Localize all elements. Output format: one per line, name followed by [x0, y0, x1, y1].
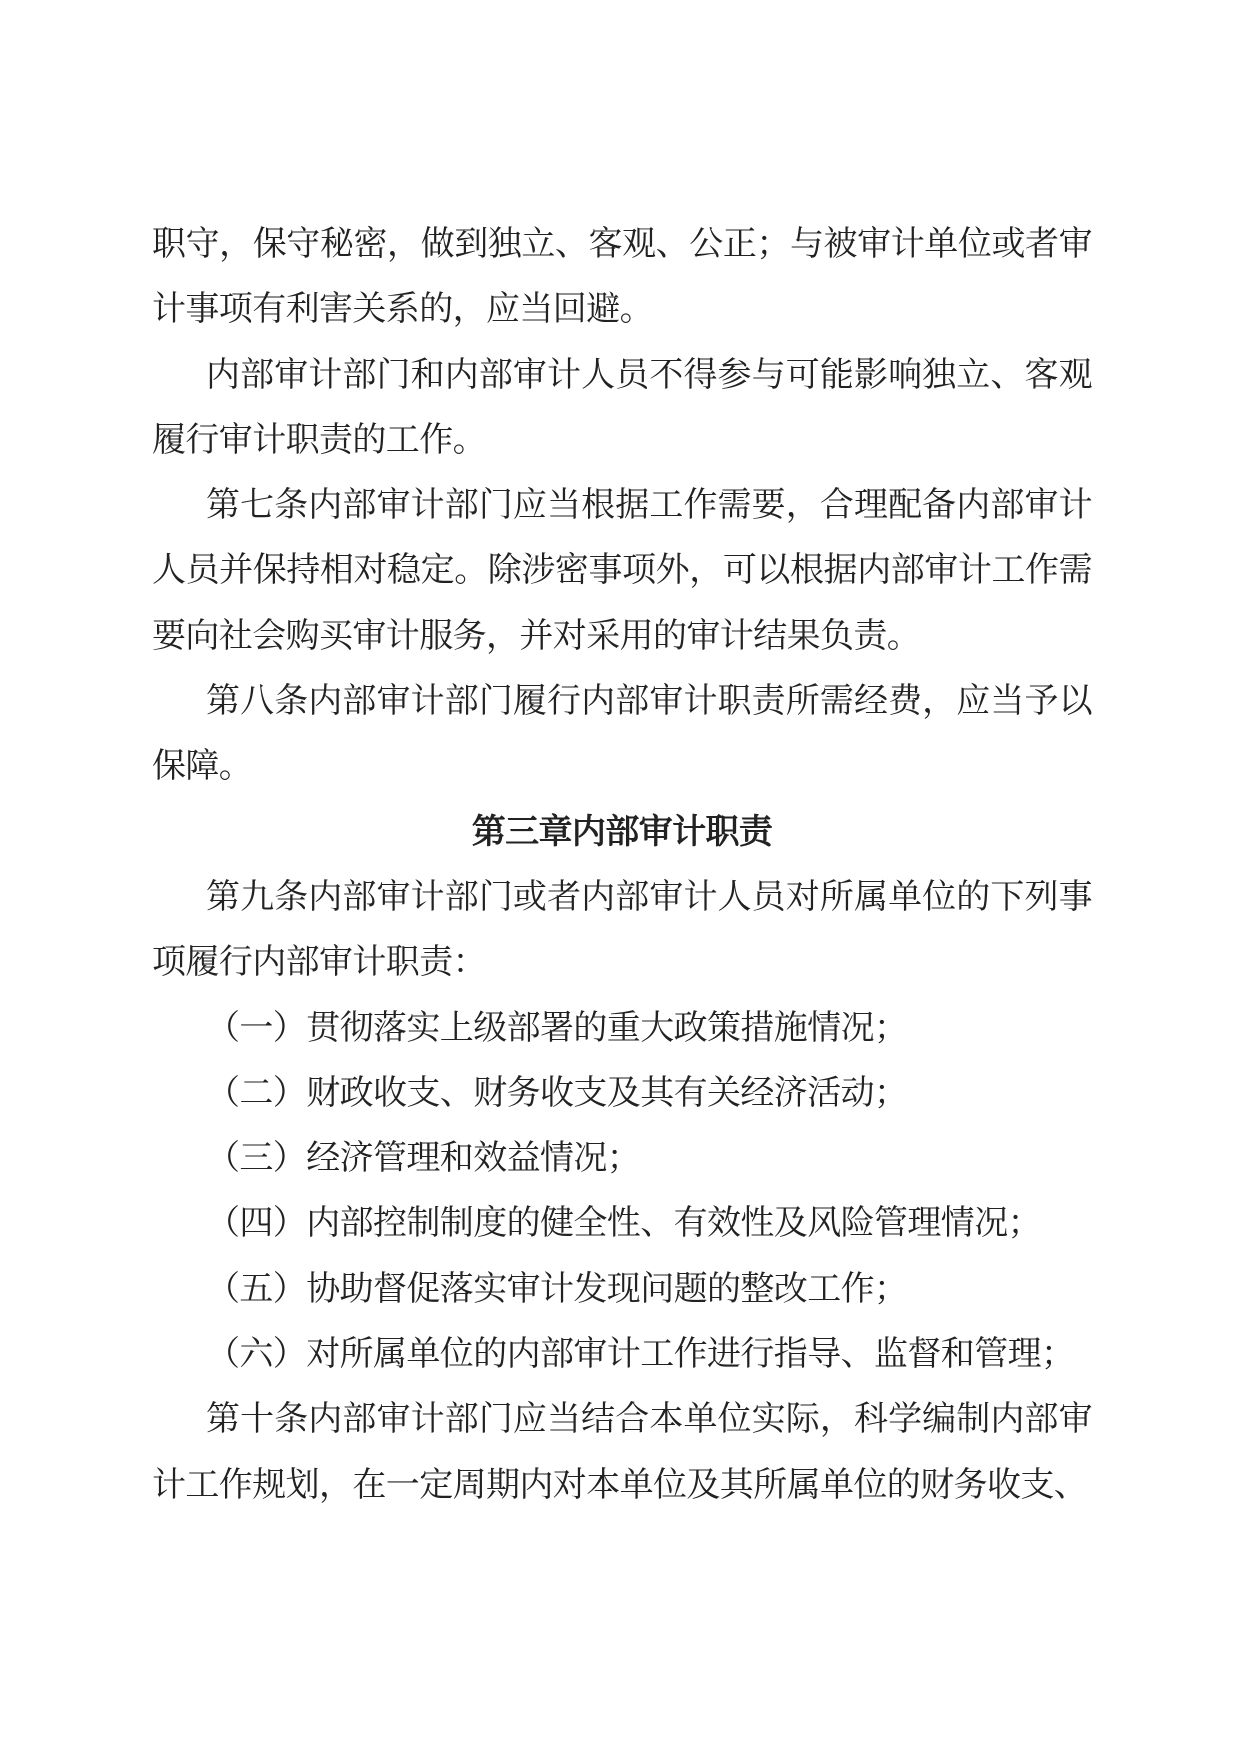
- article-9-item-1: （一）贯彻落实上级部署的重大政策措施情况；: [206, 1007, 908, 1048]
- paragraph-continuation: 职守，保守秘密，做到独立、客观、公正；与被审计单位或者审计事项有利害关系的，应当回避。: [152, 224, 1092, 330]
- chapter-heading: 第三章内部审计职责: [471, 811, 773, 852]
- article-9-item-4: （四）内部控制制度的健全性、有效性及风险管理情况；: [206, 1203, 1041, 1244]
- article-9-intro: 第九条内部审计部门或者内部审计人员对所属单位的下列事项履行内部审计职责：: [152, 876, 1092, 983]
- article-7: 第七条内部审计部门应当根据工作需要，合理配备内部审计人员并保持相对稳定。除涉密事项外，可以根据内部审计工作需要向社会购买审计服务，并对采用的审计结果负责。: [152, 485, 1092, 656]
- document-body: [152, 212, 1092, 1518]
- article-9-item-2: （二）财政收支、财务收支及其有关经济活动；: [206, 1072, 908, 1113]
- article-10: 第十条内部审计部门应当结合本单位实际，科学编制内部审计工作规划，在一定周期内对本单位及其所属单位的财务收支、: [152, 1399, 1092, 1505]
- paragraph-independence: 内部审计部门和内部审计人员不得参与可能影响独立、客观履行审计职责的工作。: [152, 354, 1092, 460]
- article-8: 第八条内部审计部门履行内部审计职责所需经费，应当予以保障。: [152, 681, 1092, 787]
- article-9-item-6: （六）对所属单位的内部审计工作进行指导、监督和管理；: [206, 1334, 1075, 1375]
- article-9-item-3: （三）经济管理和效益情况；: [206, 1138, 641, 1179]
- article-9-item-5: （五）协助督促落实审计发现问题的整改工作；: [206, 1268, 908, 1309]
